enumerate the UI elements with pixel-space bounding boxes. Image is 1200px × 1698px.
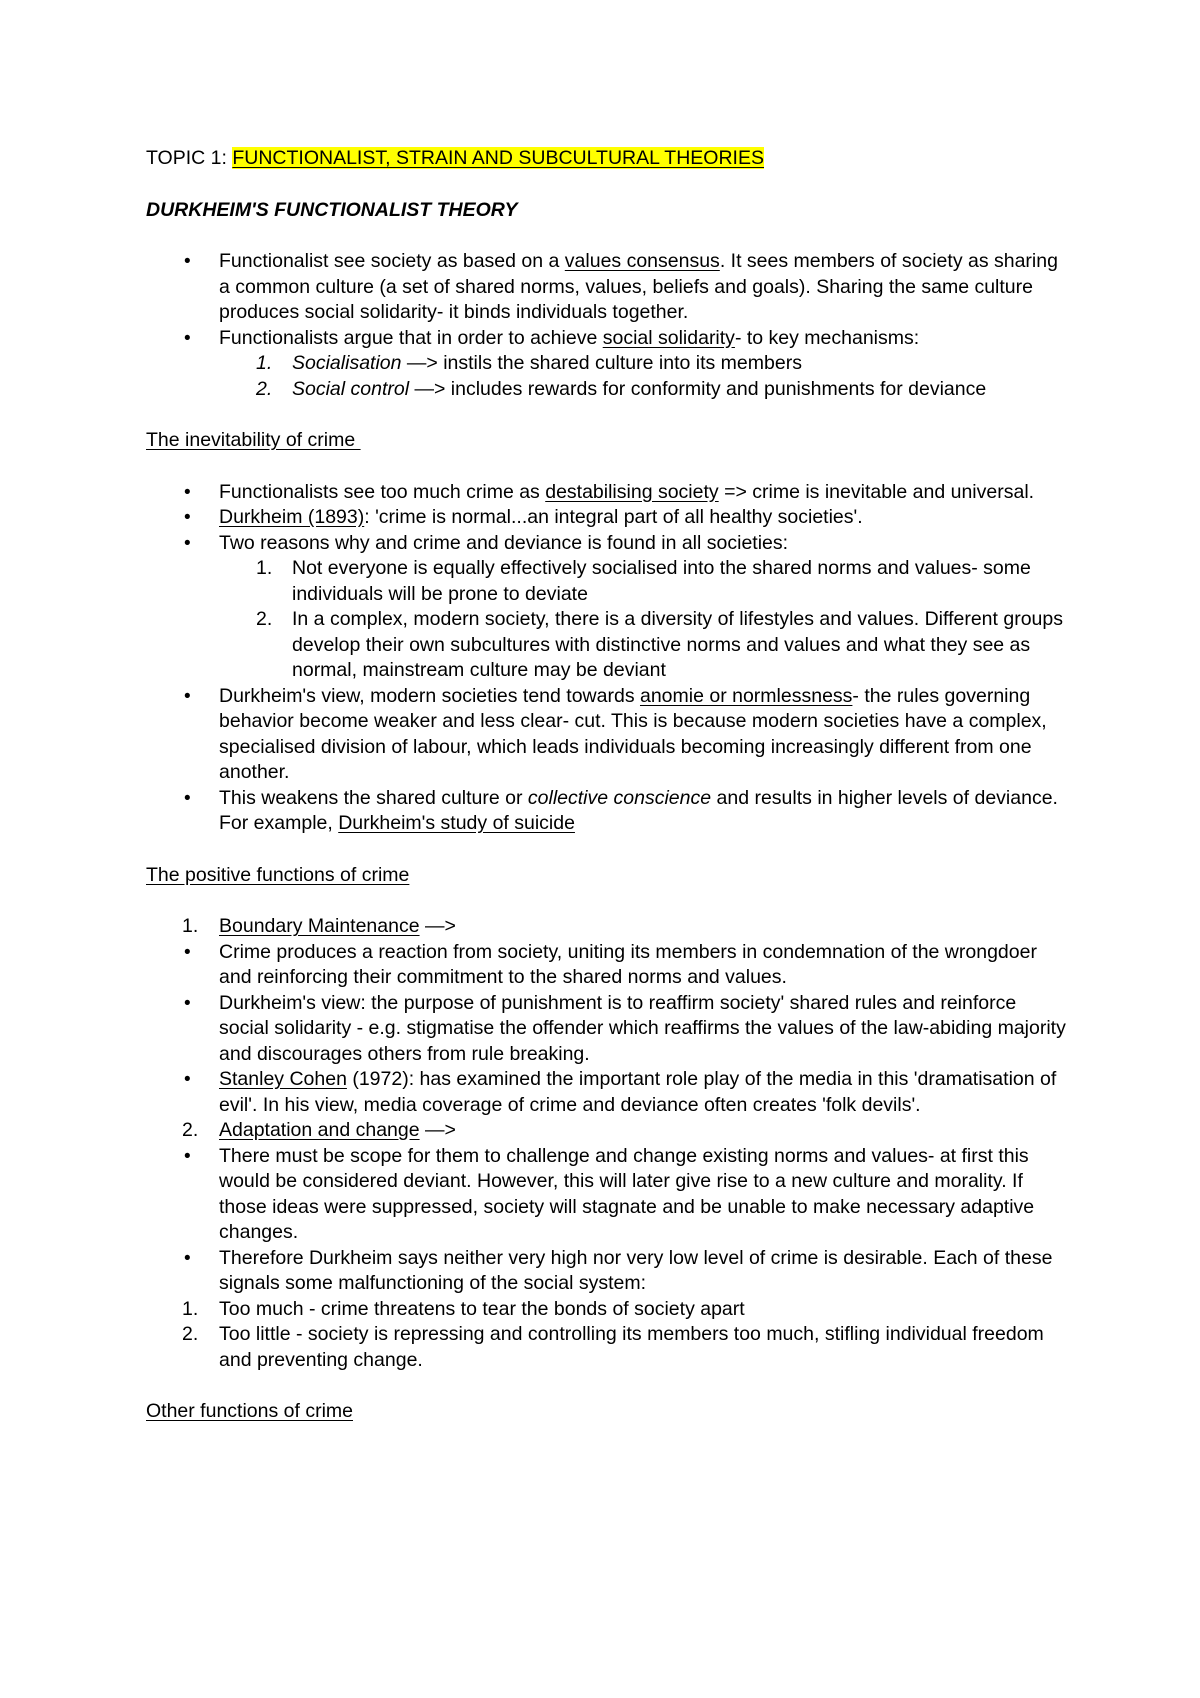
- list-item: 2. In a complex, modern society, there is a diversity of lifestyles and values. Different groups develop their own subcultures with distinctive norms and values and what they see as normal, mainstream culture may be deviant: [256, 608, 1063, 681]
- list-item: • Functionalists argue that in order to achieve social solidarity- to key mechanisms:: [146, 326, 1066, 352]
- durkheim-bullet-list: [146, 249, 1066, 402]
- list-item: 1. Too much - crime threatens to tear the bonds of society apart: [182, 1297, 745, 1320]
- document-body: [146, 146, 1066, 1451]
- list-item: • Stanley Cohen (1972): has examined the important role play of the media in this 'dramatisation of evil'. In his view, media coverage of crime and deviance often creates 'folk devils'.: [146, 1067, 1066, 1118]
- list-item: 2. Too little - society is repressing and controlling its members too much, stifling individual freedom and preventing change.: [182, 1323, 1044, 1371]
- list-item: • Functionalists see too much crime as destabilising society => crime is inevitable and universal.: [146, 480, 1066, 506]
- values-consensus-term: values consensus: [564, 250, 720, 272]
- list-item: • This weakens the shared culture or collective conscience and results in higher levels of deviance. For example, Durkheim's study of suicide: [146, 786, 1066, 837]
- list-item: 1. Not everyone is equally effectively socialised into the shared norms and values- some individuals will be prone to deviate: [256, 557, 1031, 605]
- positive-functions-list: [146, 914, 1066, 1373]
- list-item: • Crime produces a reaction from society, uniting its members in condemnation of the wrongdoer and reinforcing their commitment to the shared norms and values.: [146, 940, 1066, 991]
- inevitability-bullet-list: [146, 480, 1066, 837]
- other-functions-heading: Other functions of crime: [146, 1400, 353, 1422]
- list-item: • Therefore Durkheim says neither very high nor very low level of crime is desirable. Each of these signals some malfunctioning of the social system:: [146, 1246, 1066, 1297]
- list-item: • Functionalist see society as based on a values consensus. It sees members of society as sharing a common culture (a set of shared norms, values, beliefs and goals). Sharing the same culture produces social solidarity- it binds individuals together.: [146, 249, 1066, 326]
- social-solidarity-term: social solidarity: [602, 326, 735, 349]
- list-item: 1. Boundary Maintenance —>: [182, 915, 456, 937]
- topic-highlighted-title: FUNCTIONALIST, STRAIN AND SUBCULTURAL THEORIES: [232, 147, 764, 169]
- list-item: • Durkheim's view, modern societies tend towards anomie or normlessness- the rules governing behavior become weaker and less clear- cut. This is because modern societies have a complex, specialised division of labour, which leads individuals becoming increasingly different from one another.: [146, 684, 1066, 786]
- list-item: • There must be scope for them to challenge and change existing norms and values- at first this would be considered deviant. However, this will later give rise to a new culture and morality. If those ideas were suppressed, society will stagnate and be unable to make necessary adaptive changes.: [146, 1144, 1066, 1246]
- topic-prefix: TOPIC 1:: [146, 147, 233, 169]
- durkheim-heading: DURKHEIM'S FUNCTIONALIST THEORY: [146, 198, 518, 221]
- inevitability-heading: The inevitability of crime: [146, 429, 361, 451]
- positive-functions-heading: The positive functions of crime: [146, 863, 410, 886]
- list-item: 1. Socialisation —> instils the shared culture into its members: [256, 352, 802, 374]
- list-item: • Two reasons why and crime and deviance is found in all societies:: [146, 531, 1066, 557]
- list-item: • Durkheim's view: the purpose of punishment is to reaffirm society' shared rules and reinforce social solidarity - e.g. stigmatise the offender which reaffirms the values of the law-abiding majority and discourages others from rule breaking.: [146, 991, 1066, 1068]
- list-item: 2. Social control —> includes rewards for conformity and punishments for deviance: [256, 377, 987, 400]
- list-item: 2. Adaptation and change —>: [182, 1119, 456, 1141]
- list-item: • Durkheim (1893): 'crime is normal...an integral part of all healthy societies'.: [146, 505, 1066, 531]
- topic-title: [146, 146, 1066, 172]
